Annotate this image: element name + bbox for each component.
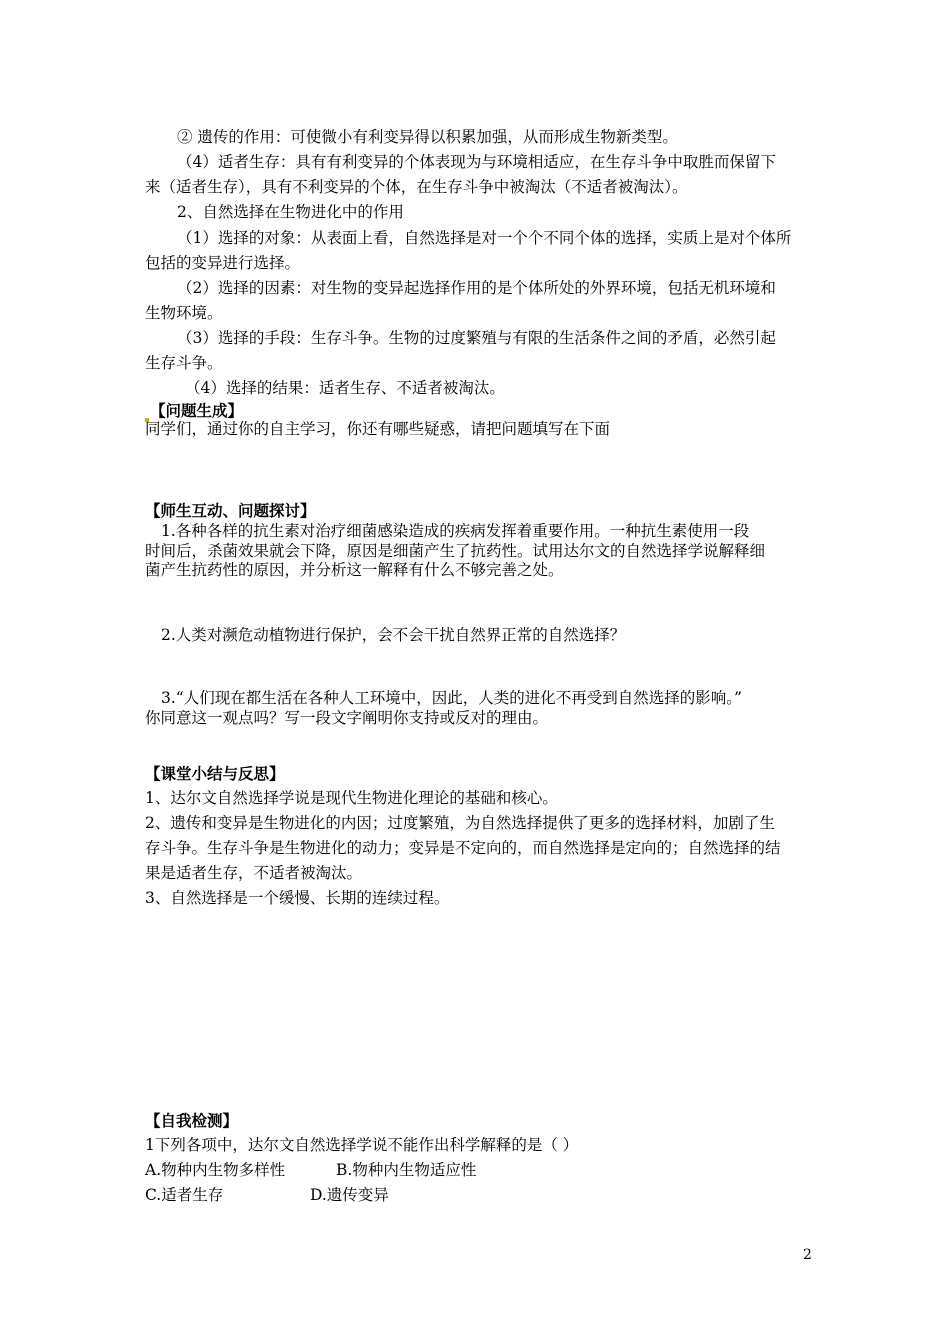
question-line: 3.“人们现在都生活在各种人工环境中，因此，人类的进化不再受到自然选择的影响。” [161, 689, 742, 707]
section-heading: 【师生互动、问题探讨】 [145, 502, 316, 520]
paragraph-line: （2）选择的因素：对生物的变异起选择作用的是个体所处的外界环境，包括无机环境和 [177, 279, 776, 297]
summary-line: 1、达尔文自然选择学说是现代生物进化理论的基础和核心。 [145, 789, 558, 807]
paragraph-line: 生物环境。 [145, 304, 223, 322]
paragraph-line: 来（适者生存），具有不利变异的个体，在生存斗争中被淘汰（不适者被淘汰）。 [145, 178, 688, 196]
paragraph-line: （1）选择的对象：从表面上看，自然选择是对一个个不同个体的选择，实质上是对个体所 [177, 229, 792, 247]
option-c: C.适者生存 [145, 1186, 224, 1204]
summary-line: 2、遗传和变异是生物进化的内因；过度繁殖，为自然选择提供了更多的选择材料，加剧了生 [145, 814, 775, 832]
section-subheading: 2、自然选择在生物进化中的作用 [177, 203, 404, 221]
page-number: 2 [803, 1247, 812, 1263]
section-heading: 【课堂小结与反思】 [145, 765, 285, 783]
question-line: 时间后，杀菌效果就会下降，原因是细菌产生了抗药性。试用达尔文的自然选择学说解释细 [145, 542, 766, 560]
heading-text: 【问题生成】 [150, 402, 244, 420]
paragraph-line: （4）适者生存：具有有利变异的个体表现为与环境相适应，在生存斗争中取胜而保留下 [177, 153, 776, 171]
summary-line: 果是适者生存，不适者被淘汰。 [145, 864, 363, 882]
option-d: D.遗传变异 [310, 1186, 389, 1204]
section-heading: 【自我检测】 [145, 1112, 239, 1130]
option-a: A.物种内生物多样性 [145, 1161, 286, 1179]
question-line: 1.各种各样的抗生素对治疗细菌感染造成的疾病发挥着重要作用。一种抗生素使用一段 [161, 522, 750, 540]
question-line: 你同意这一观点吗？写一段文字阐明你支持或反对的理由。 [145, 709, 549, 727]
summary-line: 存斗争。生存斗争是生物进化的动力；变异是不定向的，而自然选择是定向的；自然选择的结 [145, 839, 781, 857]
summary-line: 3、自然选择是一个缓慢、长期的连续过程。 [145, 889, 450, 907]
paragraph-line: ② 遗传的作用：可使微小有利变异得以积累加强，从而形成生物新类型。 [177, 128, 678, 146]
question-line: 2.人类对濒危动植物进行保护，会不会干扰自然界正常的自然选择？ [161, 626, 626, 644]
paragraph-line: 同学们，通过你的自主学习，你还有哪些疑惑，请把问题填写在下面 [145, 420, 611, 438]
question-line: 菌产生抗药性的原因，并分析这一解释有什么不够完善之处。 [145, 561, 564, 579]
paragraph-line: 生存斗争。 [145, 354, 223, 372]
paragraph-line: 包括的变异进行选择。 [145, 254, 301, 272]
option-b: B.物种内生物适应性 [336, 1161, 477, 1179]
question-line: 1下列各项中，达尔文自然选择学说不能作出科学解释的是（ ） [145, 1136, 579, 1154]
paragraph-line: （3）选择的手段：生存斗争。生物的过度繁殖与有限的生活条件之间的矛盾，必然引起 [177, 329, 776, 347]
paragraph-line: （4）选择的结果：适者生存、不适者被淘汰。 [185, 379, 505, 397]
